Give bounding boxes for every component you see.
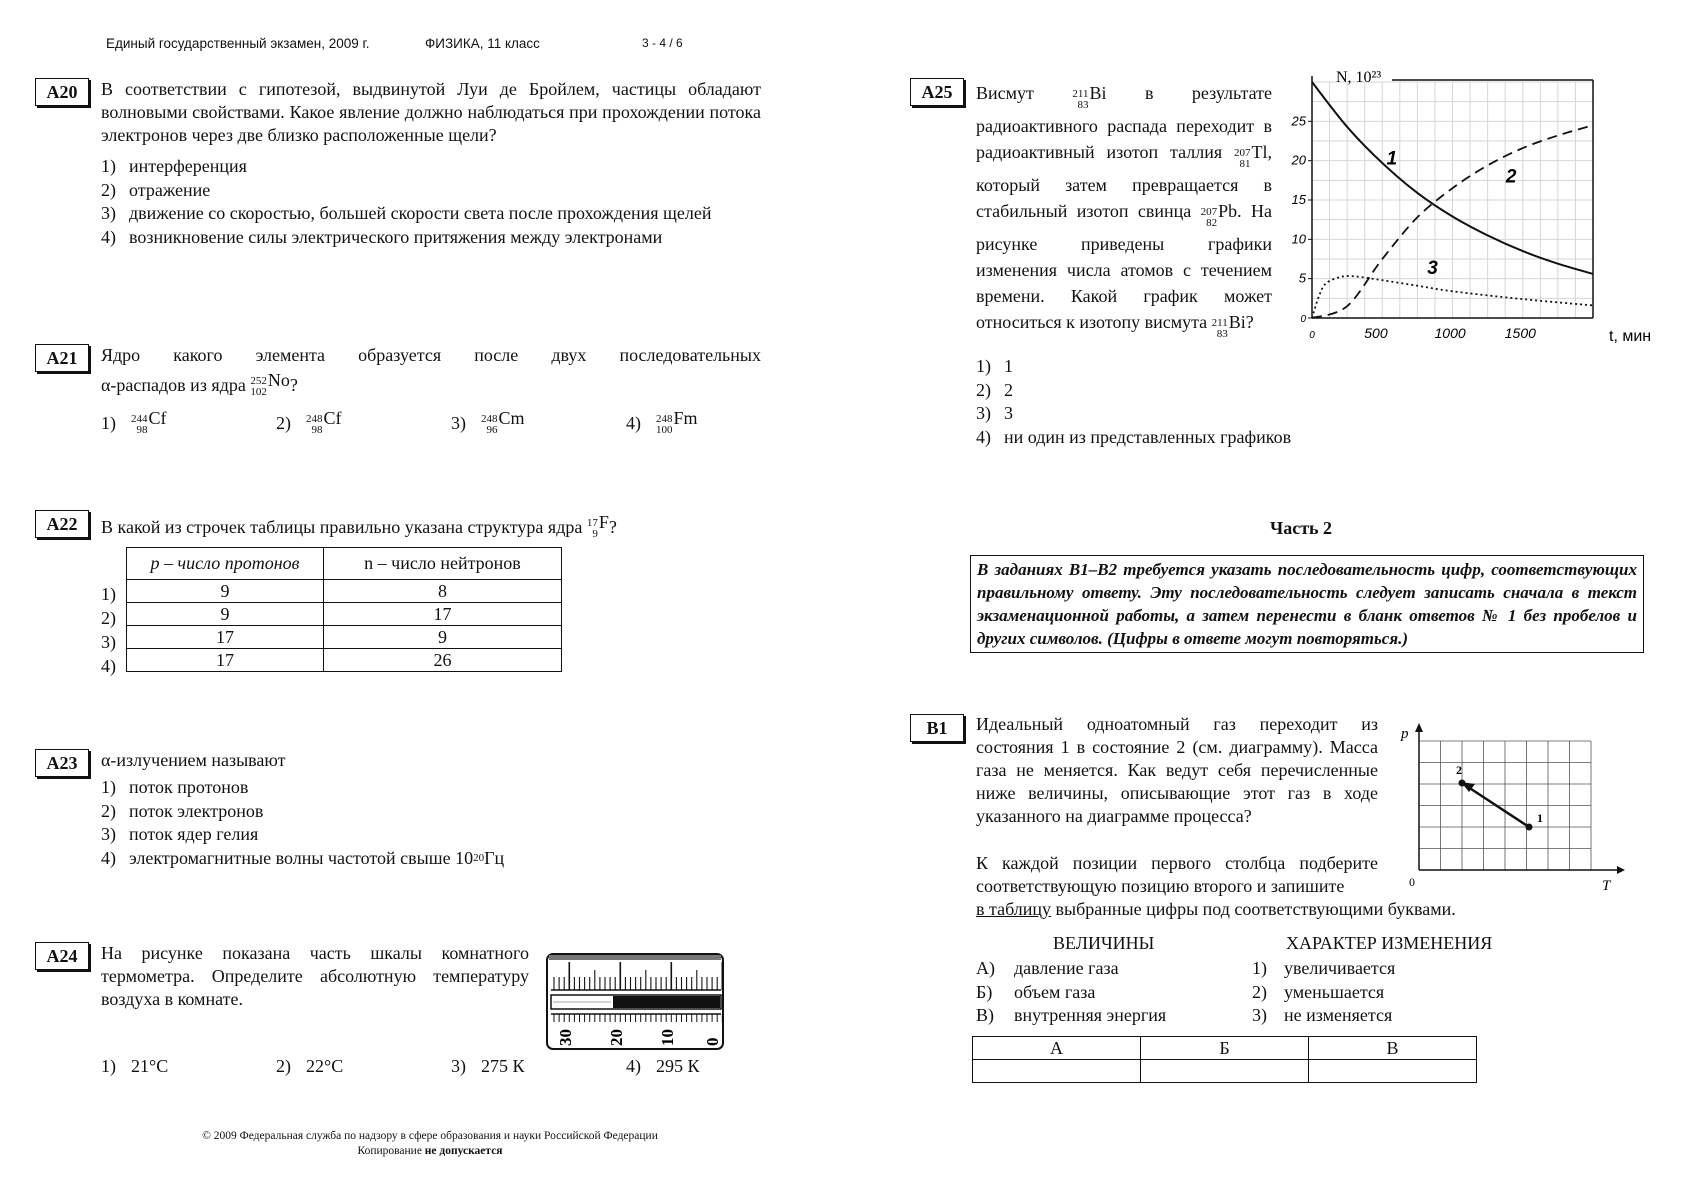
footer-copy-notice: Копирование не допускается (357, 1145, 503, 1157)
chart-xlabel: t, мин (1609, 328, 1652, 345)
question-text-b1-part2a: К каждой позиции первого столбца подберите соответствующую позицию второго и запишите (976, 853, 1378, 896)
arrow-right-icon (1617, 866, 1625, 874)
list-item: А) давление газа (976, 958, 1119, 978)
table-cell: 9 (324, 626, 562, 649)
header-page: 3 - 4 / 6 (642, 36, 683, 50)
process-line (1465, 785, 1529, 827)
y-tick-label: 0 (1300, 314, 1306, 325)
question-text-a22: В какой из строчек таблицы правильно указана структура ядра 17 9 F ? (101, 512, 617, 540)
answer-cell-v[interactable] (1309, 1060, 1477, 1083)
option-a21-3[interactable]: 3) 248 96 Cm (451, 408, 525, 436)
question-label-a21: A21 (35, 344, 89, 372)
option-a21-1[interactable]: 1) 244 98 Cf (101, 408, 167, 436)
question-label-a22: A22 (35, 510, 89, 538)
state-label-1: 1 (1537, 811, 1543, 825)
options-a23 (101, 776, 504, 870)
y-tick-label: 20 (1291, 152, 1306, 168)
question-label-a25: A25 (910, 78, 964, 106)
y-tick-label: 10 (1291, 231, 1306, 247)
table-a22-header-p: p – число протонов (127, 548, 324, 580)
chart-ylabel: N, 10²³ (1336, 69, 1382, 86)
question-text-a21-line1: Ядро какого элемента образуется после двух последовательных (101, 345, 761, 365)
question-text-a20: В соответствии с гипотезой, выдвинутой Луи де Бройлем, частицы обладают волновыми свойствами. Какое явление должно наблюдаться при прохождении потока электронов через две близко расположенные щели? (101, 79, 761, 145)
table-cell: 17 (127, 649, 324, 672)
option-a24-2[interactable]: 2) 22°С (276, 1056, 344, 1076)
option-a20-1[interactable]: 1) интерференция (101, 156, 247, 176)
options-a21 (101, 408, 801, 438)
options-a24 (101, 1056, 801, 1077)
option-a24-3[interactable]: 3) 275 К (451, 1056, 525, 1076)
curve-label-2: 2 (1505, 166, 1517, 188)
question-label-a24: A24 (35, 942, 89, 970)
col-right-title: ХАРАКТЕР ИЗМЕНЕНИЯ (1286, 933, 1493, 953)
answer-header-b: Б (1141, 1037, 1309, 1060)
option-a23-2[interactable]: 2) поток электронов (101, 800, 264, 821)
col-left-title: ВЕЛИЧИНЫ (1053, 933, 1155, 953)
curve-label-1: 1 (1386, 148, 1398, 170)
part2-title: Часть 2 (1270, 518, 1333, 538)
table-cell: 8 (324, 580, 562, 603)
table-cell: 9 (127, 580, 324, 603)
options-a20 (101, 155, 761, 249)
thermometer-image (543, 952, 728, 1052)
option-a20-3[interactable]: 3) движение со скоростью, большей скорости света после прохождения щелей (101, 203, 712, 223)
pt-grid (1419, 741, 1591, 870)
chart-x-ticks (1309, 325, 1536, 341)
scale-label-10: 10 (658, 1029, 677, 1046)
pt-diagram (1395, 720, 1625, 892)
x-tick-label: 500 (1364, 325, 1388, 341)
question-text-a23: α-излучением называют (101, 750, 286, 770)
option-a25-3[interactable]: 3) 3 (976, 403, 1013, 423)
option-a23-1[interactable]: 1) поток протонов (101, 777, 249, 797)
table-cell: 9 (127, 603, 324, 626)
footer-copyright: © 2009 Федеральная служба по надзору в сфере образования и науки Российской Федерации (202, 1130, 658, 1142)
question-text-b1-part2b: в таблицу выбранные цифры под соответствующими буквами. (976, 899, 1456, 919)
chart-grid (1312, 82, 1593, 318)
list-item: Б) объем газа (976, 981, 1096, 1002)
list-item: В) внутренняя энергия (976, 1005, 1167, 1025)
option-a25-2[interactable]: 2) 2 (976, 379, 1013, 400)
nucleus-tl: 207 81 Tl (1234, 142, 1268, 170)
pt-origin-label: 0 (1409, 875, 1415, 889)
scale-label-20: 20 (607, 1029, 626, 1046)
table-a22 (126, 547, 562, 672)
answer-header-a: А (973, 1037, 1141, 1060)
scale-label-0: 0 (703, 1037, 722, 1046)
question-label-a23: A23 (35, 749, 89, 777)
chart-y-ticks (1291, 113, 1312, 325)
part2-instruction: В заданиях В1–В2 требуется указать последовательность цифр, соответствующих правильному ответу. Эту последовательность следует записать сначала в текст экзаменационной работы, а затем перенести в бланк ответов № 1 без пробелов и других символов. (Цифры в ответе могут повторяться.) (970, 555, 1644, 653)
list-item: 3) не изменяется (1252, 1005, 1393, 1025)
nucleus-no: 252 102 No (250, 370, 290, 398)
pt-p-label: p (1401, 726, 1409, 742)
question-label-b1: B1 (910, 714, 964, 742)
option-a20-4[interactable]: 4) возникновение силы электрического притяжения между электронами (101, 226, 663, 247)
table-cell: 26 (324, 649, 562, 672)
state-label-2: 2 (1456, 763, 1462, 777)
nucleus-pb: 207 82 Pb (1200, 201, 1238, 229)
option-a24-1[interactable]: 1) 21°С (101, 1056, 169, 1076)
list-item: 2) уменьшается (1252, 981, 1385, 1002)
x-tick-label: 1000 (1434, 325, 1466, 341)
decay-chart (1275, 68, 1652, 350)
curve-label-3: 3 (1427, 257, 1438, 279)
scale-label-30: 30 (556, 1029, 575, 1046)
table-a22-rownums: 1) 2) 3) 4) (101, 584, 116, 676)
thermometer-liquid (613, 996, 720, 1008)
question-text-b1: Идеальный одноатомный газ переходит из состояния 1 в состояние 2 (см. диаграмму). Масса газа не меняется. Как ведут себя перечисленные ниже величины, описывающие этот газ в ходе указанного на диаграмме процесса? (976, 714, 1378, 826)
b1-right-list (1252, 957, 1395, 1028)
y-tick-label: 25 (1291, 113, 1306, 129)
options-a25 (976, 355, 1291, 449)
b1-answer-table (972, 1036, 1477, 1083)
option-a25-4[interactable]: 4) ни один из представленных графиков (976, 426, 1292, 447)
option-a24-4[interactable]: 4) 295 К (626, 1056, 700, 1076)
option-a23-4[interactable]: 4) электромагнитные волны частотой свыше 10 20 Гц (101, 847, 505, 868)
header-exam: Единый государственный экзамен, 2009 г. (106, 36, 370, 51)
list-item: 1) увеличивается (1252, 958, 1396, 978)
option-a25-1[interactable]: 1) 1 (976, 356, 1013, 376)
nucleus-f: 17 9 F (586, 512, 609, 540)
y-tick-label: 15 (1291, 192, 1306, 207)
state-point-1 (1526, 824, 1533, 831)
question-text-a24: На рисунке показана часть шкалы комнатного термометра. Определите абсолютную температуру воздуха в комнате. (101, 943, 529, 1009)
answer-header-v: В (1309, 1037, 1477, 1060)
pt-t-label: T (1602, 878, 1611, 894)
answer-table-link: в таблицу (976, 899, 1052, 919)
arrow-up-icon (1415, 723, 1423, 732)
b1-left-list (976, 957, 1166, 1028)
option-a20-2[interactable]: 2) отражение (101, 179, 211, 200)
table-cell: 17 (324, 603, 562, 626)
table-a22-header-n: n – число нейтронов (324, 548, 562, 580)
header-subject: ФИЗИКА, 11 класс (425, 36, 540, 51)
nucleus-bi: 211 83 Bi (1072, 83, 1107, 111)
option-a21-2[interactable]: 2) 248 98 Cf (276, 408, 342, 436)
nucleus-bi-2: 211 83 Bi (1211, 312, 1246, 340)
question-label-a20: A20 (35, 78, 89, 106)
answer-cell-a[interactable] (973, 1060, 1141, 1083)
option-a21-4[interactable]: 4) 248 100 Fm (626, 408, 698, 436)
y-tick-label: 5 (1298, 270, 1306, 286)
x-tick-label: 1500 (1504, 325, 1536, 341)
option-a23-3[interactable]: 3) поток ядер гелия (101, 824, 259, 844)
question-text-a25: Висмут 211 83 Bi в результате радиоактивного распада переходит в радиоактивный изотоп таллия 207 81 Tl , который затем превращается в стабильный изотоп свинца 207 82 Pb . На рисунке приведены графики изменения числа атомов с течением времени. Какой график может относиться к изотопу висмута 211 83 Bi ? (976, 80, 1272, 342)
answer-cell-b[interactable] (1141, 1060, 1309, 1083)
x-tick-label: 0 (1309, 330, 1315, 341)
thermometer-top-bevel (549, 955, 721, 960)
table-cell: 17 (127, 626, 324, 649)
state-point-2 (1459, 780, 1466, 787)
question-text-a21-line2: α-распадов из ядра 252 102 No ? (101, 370, 298, 398)
